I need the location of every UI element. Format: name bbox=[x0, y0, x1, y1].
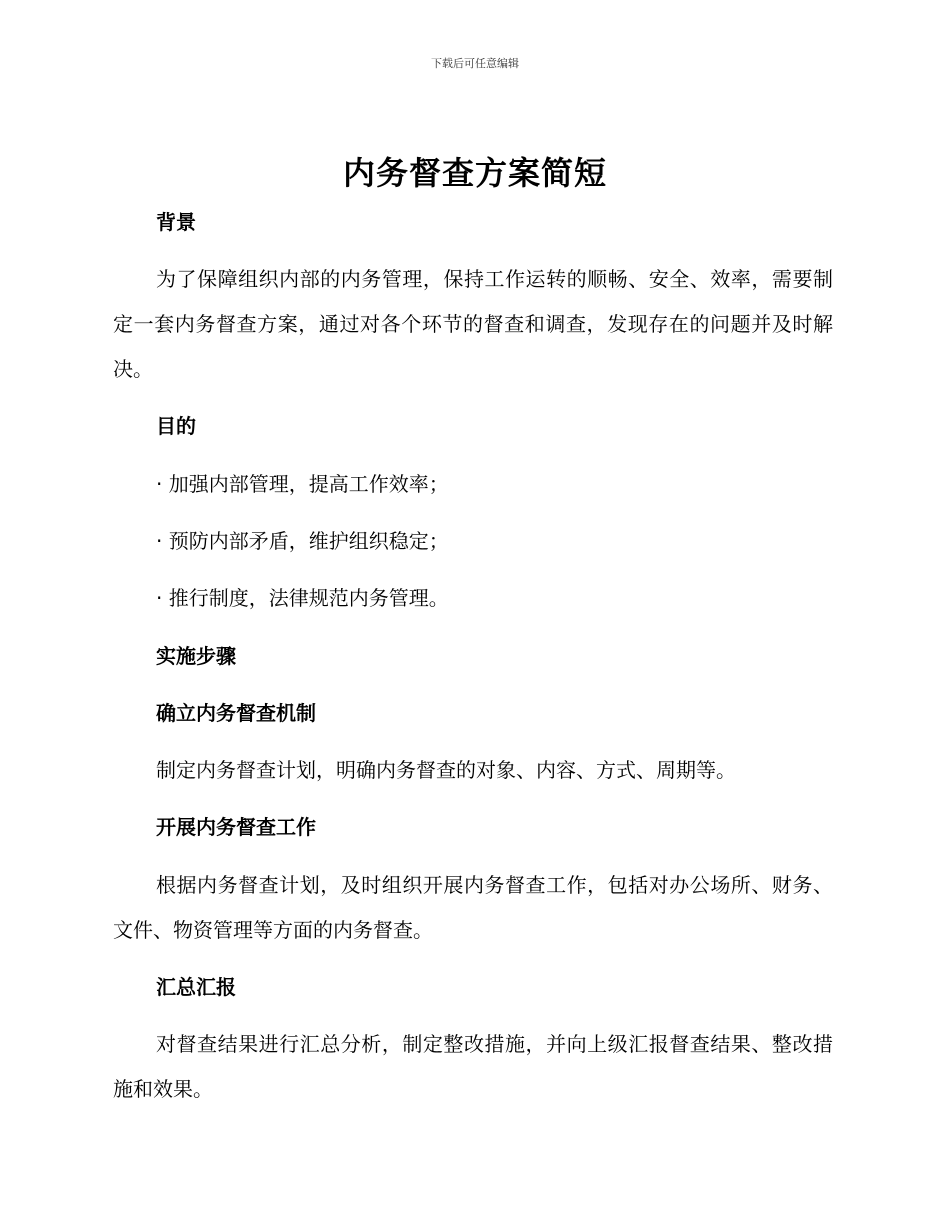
mechanism-paragraph: 制定内务督查计划，明确内务督查的对象、内容、方式、周期等。 bbox=[156, 758, 736, 782]
purpose-item: · 预防内部矛盾，维护组织稳定； bbox=[156, 529, 449, 553]
section-heading-purpose: 目的 bbox=[156, 414, 196, 438]
purpose-item: · 推行制度，法律规范内务管理。 bbox=[156, 586, 449, 610]
section-heading-steps: 实施步骤 bbox=[156, 644, 236, 668]
summary-paragraph: 对督查结果进行汇总分析，制定整改措施，并向上级汇报督查结果、整改措施和效果。 bbox=[113, 1032, 833, 1101]
header-note: 下载后可任意编辑 bbox=[431, 57, 519, 70]
background-paragraph: 为了保障组织内部的内务管理，保持工作运转的顺畅、安全、效率，需要制定一套内务督查方案，通过对各个环节的督查和调查，发现存在的问题并及时解决。 bbox=[113, 267, 833, 381]
subsection-heading-mechanism: 确立内务督查机制 bbox=[156, 701, 316, 725]
work-paragraph: 根据内务督查计划，及时组织开展内务督查工作，包括对办公场所、财务、文件、物资管理等方面的内务督查。 bbox=[113, 873, 833, 942]
section-heading-background: 背景 bbox=[156, 210, 196, 234]
subsection-heading-work: 开展内务督查工作 bbox=[156, 815, 316, 839]
subsection-heading-summary: 汇总汇报 bbox=[156, 975, 236, 999]
purpose-item: · 加强内部管理，提高工作效率； bbox=[156, 472, 449, 496]
document-title: 内务督查方案简短 bbox=[342, 154, 607, 192]
